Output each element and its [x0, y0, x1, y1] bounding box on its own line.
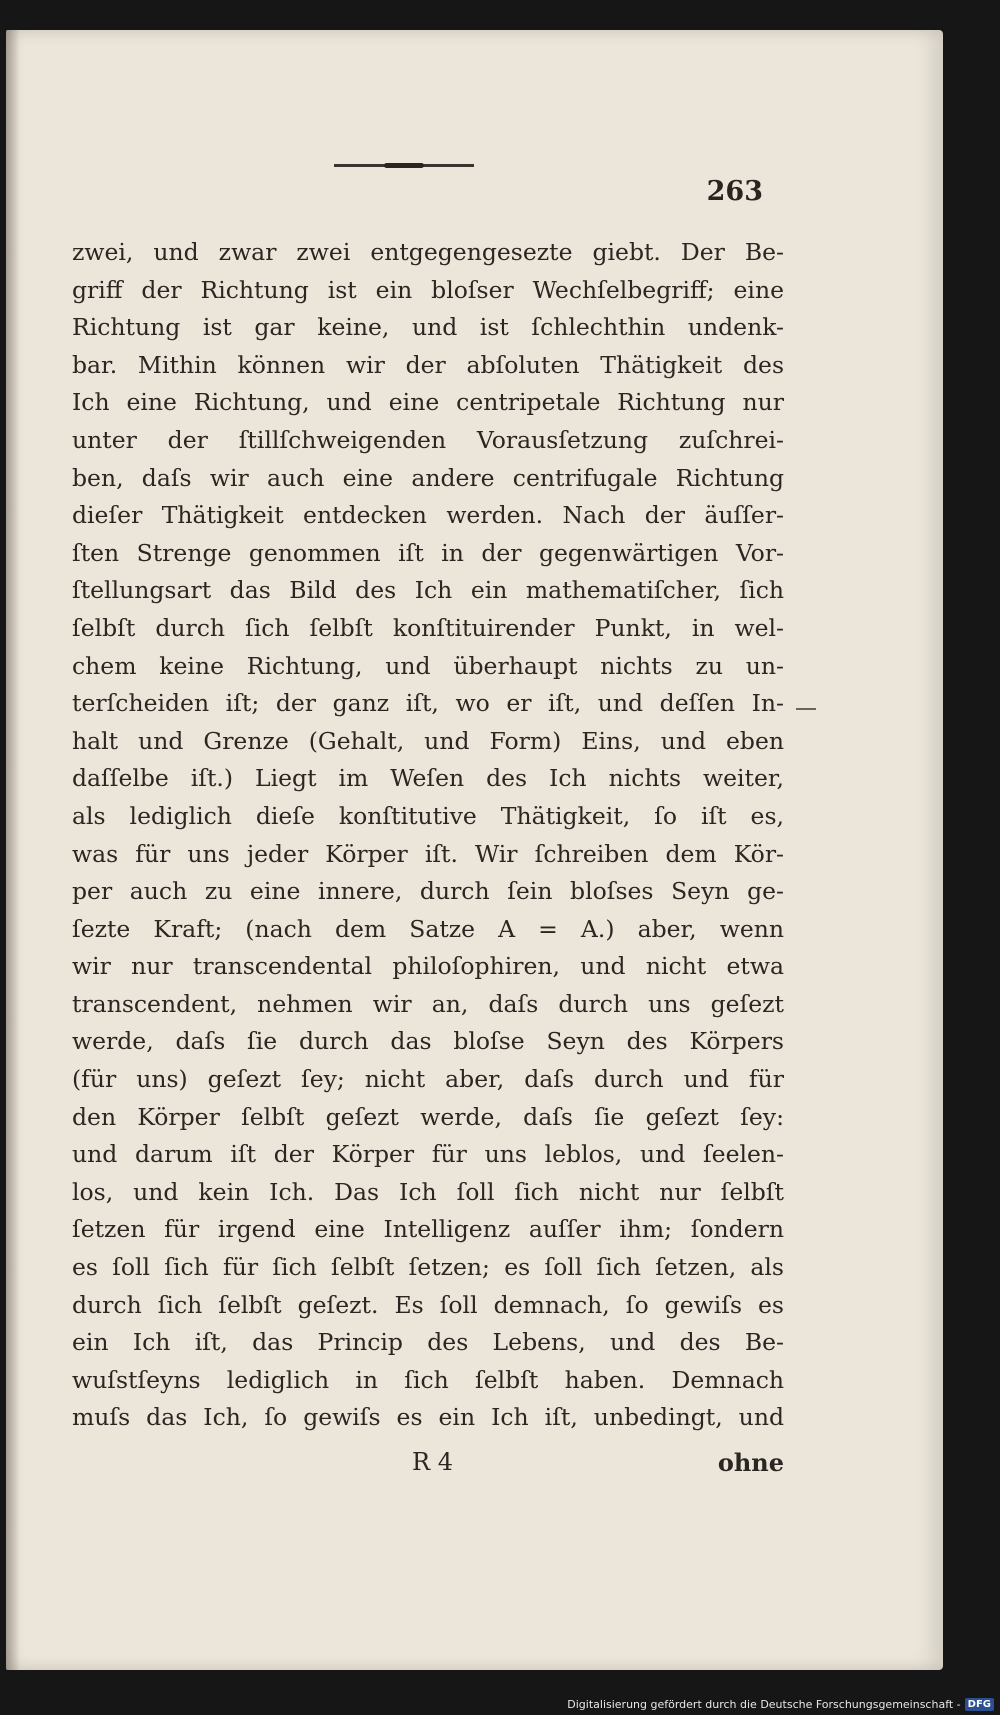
text-line: dieſer Thätigkeit entdecken werden. Nach der äuſſer- [72, 501, 784, 530]
book-page [6, 30, 943, 1670]
text-line: was für uns jeder Körper iſt. Wir ſchreiben dem Kör- [72, 839, 784, 868]
text-line: Ich eine Richtung, und eine centripetale Richtung nur [72, 388, 784, 417]
catchword: ohne [717, 1448, 784, 1477]
text-line: muſs das Ich, ſo gewiſs es ein Ich iſt, unbedingt, und [72, 1403, 784, 1432]
text-line: wuſstſeyns lediglich in ſich ſelbſt haben. Demnach [72, 1365, 784, 1394]
text-line: und darum iſt der Körper für uns leblos, und ſeelen- [72, 1140, 784, 1169]
text-line: transcendent, nehmen wir an, daſs durch uns geſezt [72, 989, 784, 1018]
signature-mark: R 4 [412, 1448, 453, 1476]
page-number: 263 [706, 176, 763, 207]
text-line: den Körper ſelbſt geſezt werde, daſs ſie geſezt ſey: [72, 1102, 784, 1131]
page-footer [72, 1448, 784, 1488]
text-line: ſten Strenge genommen iſt in der gegenwärtigen Vor- [72, 538, 784, 567]
text-line: als lediglich dieſe konſtitutive Thätigkeit, ſo iſt es, [72, 801, 784, 830]
text-line: chem keine Richtung, und überhaupt nichts zu un- [72, 651, 784, 680]
text-line: daſſelbe iſt.) Liegt im Weſen des Ich nichts weiter, [72, 764, 784, 793]
text-line: ben, daſs wir auch eine andere centrifugale Richtung [72, 463, 784, 492]
text-line: ſelbſt durch ſich ſelbſt konſtituirender Punkt, in wel- [72, 613, 784, 642]
text-line: halt und Grenze (Gehalt, und Form) Eins, und eben [72, 726, 784, 755]
text-line: bar. Mithin können wir der abſoluten Thätigkeit des [72, 350, 784, 379]
text-line: (für uns) geſezt ſey; nicht aber, daſs durch und für [72, 1065, 784, 1094]
text-line: per auch zu eine innere, durch ſein bloſses Seyn ge- [72, 877, 784, 906]
text-line: ein Ich iſt, das Princip des Lebens, und des Be- [72, 1328, 784, 1357]
text-line: wir nur transcendental philoſophiren, und nicht etwa [72, 952, 784, 981]
text-line: griff der Richtung ist ein bloſser Wechſelbegriff; eine [72, 275, 784, 304]
body-text [72, 234, 784, 1437]
dfg-logo-icon: DFG [965, 1698, 994, 1711]
text-line: los, und kein Ich. Das Ich ſoll ſich nicht nur ſelbſt [72, 1177, 784, 1206]
text-line: Richtung ist gar keine, und ist ſchlechthin undenk- [72, 313, 784, 342]
text-line: es ſoll ſich für ſich ſelbſt ſetzen; es ſoll ſich ſetzen, als [72, 1253, 784, 1282]
digitization-credit [567, 1698, 994, 1711]
text-line: durch ſich ſelbſt geſezt. Es ſoll demnach, ſo gewiſs es [72, 1290, 784, 1319]
text-line: ſezte Kraft; (nach dem Satze A = A.) aber, wenn [72, 914, 784, 943]
text-line: werde, daſs ſie durch das bloſse Seyn des Körpers [72, 1027, 784, 1056]
text-line: terſcheiden iſt; der ganz iſt, wo er iſt, und deſſen In- [72, 689, 784, 718]
text-line: unter der ſtillſchweigenden Vorausſetzung zuſchrei- [72, 425, 784, 454]
text-line: zwei, und zwar zwei entgegengesezte giebt. Der Be- [72, 238, 784, 266]
credit-text: Digitalisierung gefördert durch die Deutsche Forschungsgemeinschaft - [567, 1698, 961, 1711]
header-rule [334, 164, 474, 167]
text-line: ſtellungsart das Bild des Ich ein mathematiſcher, ſich [72, 576, 784, 605]
text-line: ſetzen für irgend eine Intelligenz auſſer ihm; ſondern [72, 1215, 784, 1244]
margin-mark [796, 708, 816, 710]
